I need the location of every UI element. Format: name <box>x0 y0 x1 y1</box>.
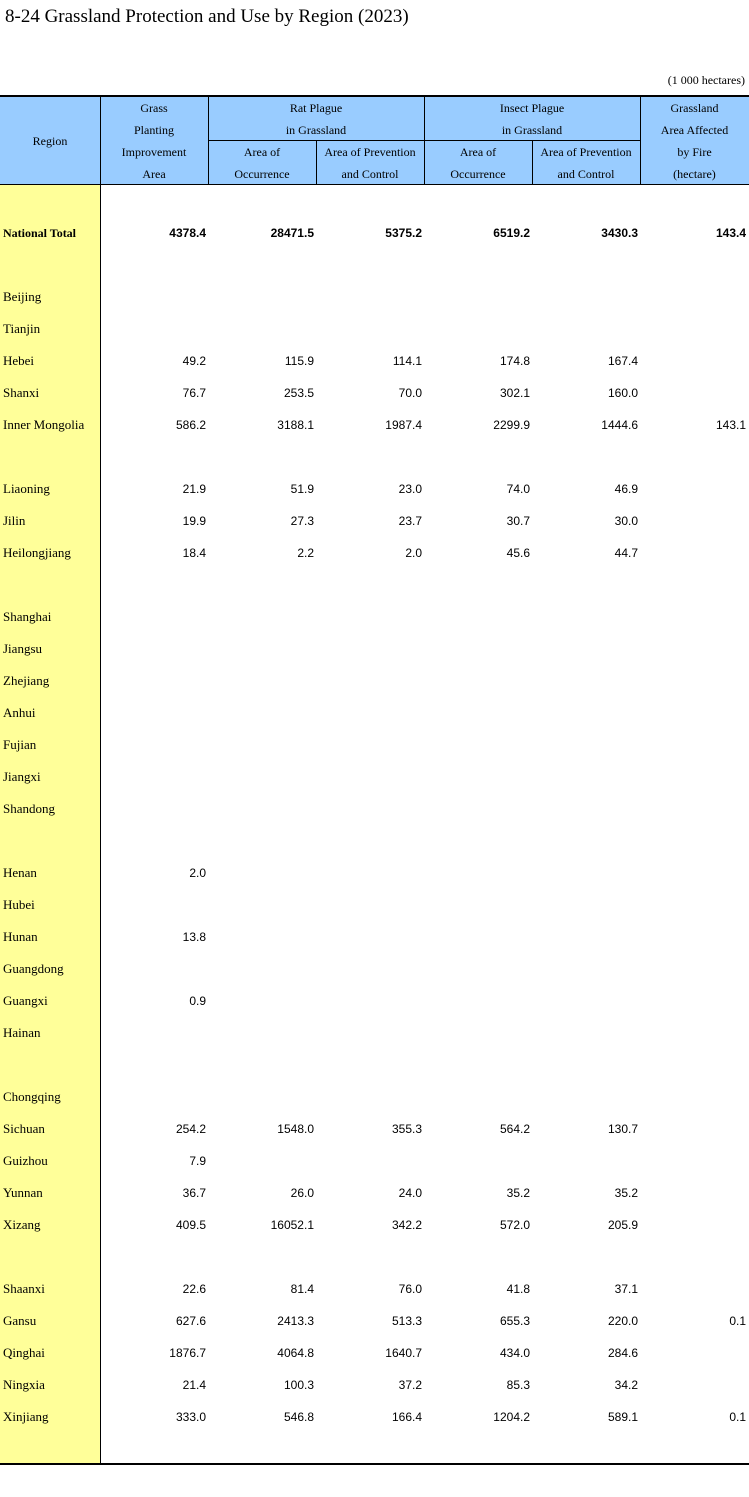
row-region-label: Guangdong <box>3 961 64 976</box>
cell-grass: 21.9 <box>182 482 206 496</box>
cell-ins-prev: 35.2 <box>614 1186 638 1200</box>
row-region-label: Jilin <box>3 513 26 528</box>
cell-ins-occ: 30.7 <box>506 514 530 528</box>
cell-rat-occ: 27.3 <box>290 514 314 528</box>
row-region-label: Hebei <box>3 353 35 368</box>
header-divider <box>100 97 101 185</box>
header-fire-line2: Area Affected <box>660 123 729 137</box>
row-region-label: Tianjin <box>3 321 41 336</box>
cell-ins-prev: 46.9 <box>614 482 638 496</box>
header-region: Region <box>32 134 68 148</box>
row-region-label: Qinghai <box>3 1345 45 1360</box>
cell-grass: 7.9 <box>189 1154 206 1168</box>
table-row <box>0 857 749 889</box>
table-row <box>0 409 749 441</box>
table-row <box>0 665 749 697</box>
cell-grass: 21.4 <box>182 1378 206 1392</box>
table-row <box>0 1305 749 1337</box>
table-row <box>0 985 749 1017</box>
header-fire-line4: (hectare) <box>673 167 716 181</box>
table-row <box>0 473 749 505</box>
cell-ins-prev: 30.0 <box>614 514 638 528</box>
cell-fire: 143.4 <box>715 226 746 240</box>
row-region-label: Sichuan <box>3 1121 45 1136</box>
cell-fire: 0.1 <box>729 1314 746 1328</box>
row-region-label: Hubei <box>3 897 35 912</box>
row-region-label: Henan <box>3 865 37 880</box>
table-header <box>0 95 749 185</box>
header-rat-group <box>208 97 424 141</box>
cell-rat-occ: 4064.8 <box>277 1346 314 1360</box>
row-region-label: Guizhou <box>3 1153 48 1168</box>
cell-fire: 0.1 <box>729 1410 746 1424</box>
table-row <box>0 697 749 729</box>
row-region-label: Jiangxi <box>3 769 41 784</box>
table-row <box>0 921 749 953</box>
table-row <box>0 377 749 409</box>
table-row <box>0 793 749 825</box>
table-row <box>0 1017 749 1049</box>
cell-rat-occ: 3188.1 <box>277 418 314 432</box>
cell-ins-prev: 130.7 <box>607 1122 638 1136</box>
cell-grass: 1876.7 <box>169 1346 206 1360</box>
header-fire <box>640 97 749 185</box>
cell-ins-occ: 655.3 <box>499 1314 530 1328</box>
cell-ins-prev: 3430.3 <box>601 226 638 240</box>
header-grass-line4: Area <box>142 167 166 181</box>
cell-grass: 22.6 <box>182 1282 206 1296</box>
cell-ins-prev: 220.0 <box>607 1314 638 1328</box>
cell-rat-prev: 76.0 <box>398 1282 422 1296</box>
header-divider <box>316 141 317 185</box>
cell-grass: 49.2 <box>182 354 206 368</box>
header-rat-occ-line2: Occurrence <box>234 167 290 181</box>
cell-ins-occ: 85.3 <box>506 1378 530 1392</box>
cell-grass: 36.7 <box>182 1186 206 1200</box>
table-row <box>0 1337 749 1369</box>
table-row-total <box>0 217 749 249</box>
cell-rat-prev: 166.4 <box>391 1410 422 1424</box>
row-region-label: Gansu <box>3 1313 37 1328</box>
table-row <box>0 761 749 793</box>
table-row <box>0 281 749 313</box>
table-row <box>0 537 749 569</box>
row-region-label: Hunan <box>3 929 38 944</box>
table-row <box>0 1401 749 1433</box>
cell-grass: 2.0 <box>189 866 206 880</box>
header-divider <box>532 141 533 185</box>
header-ins-occ-line1: Area of <box>459 145 497 159</box>
row-region-label: Beijing <box>3 289 42 304</box>
row-region-label: Shanxi <box>3 385 40 400</box>
table-row <box>0 313 749 345</box>
header-ins-prev-line1: Area of Prevention <box>540 145 632 159</box>
row-region-label: Xinjiang <box>3 1409 49 1424</box>
row-region-label: Zhejiang <box>3 673 50 688</box>
header-grass-line2: Planting <box>133 123 174 137</box>
table-row <box>0 601 749 633</box>
unit-label: (1 000 hectares) <box>667 73 745 87</box>
header-rat-occurrence <box>208 141 316 185</box>
header-insect-group <box>424 97 640 141</box>
header-ins-prev-line2: and Control <box>557 167 615 181</box>
cell-grass: 13.8 <box>182 930 206 944</box>
header-insect-occurrence <box>424 141 532 185</box>
cell-grass: 4378.4 <box>169 226 206 240</box>
cell-rat-prev: 342.2 <box>391 1218 422 1232</box>
header-rat-occ-line1: Area of <box>243 145 281 159</box>
header-insect-prevention <box>532 141 640 185</box>
header-rat-prevention <box>316 141 424 185</box>
cell-rat-occ: 81.4 <box>290 1282 314 1296</box>
cell-ins-occ: 302.1 <box>499 386 530 400</box>
header-rat-prev-line1: Area of Prevention <box>324 145 416 159</box>
cell-ins-prev: 37.1 <box>614 1282 638 1296</box>
cell-rat-prev: 1987.4 <box>385 418 422 432</box>
cell-rat-occ: 2413.3 <box>277 1314 314 1328</box>
table-row <box>0 1369 749 1401</box>
cell-grass: 254.2 <box>175 1122 206 1136</box>
cell-rat-occ: 1548.0 <box>277 1122 314 1136</box>
cell-grass: 76.7 <box>182 386 206 400</box>
cell-rat-prev: 2.0 <box>405 546 422 560</box>
cell-ins-occ: 564.2 <box>499 1122 530 1136</box>
cell-ins-prev: 167.4 <box>607 354 638 368</box>
cell-ins-occ: 174.8 <box>499 354 530 368</box>
row-region-label: Shandong <box>3 801 55 816</box>
row-region-label: Yunnan <box>3 1185 43 1200</box>
header-rat-prev-line2: and Control <box>341 167 399 181</box>
header-insect-line2: in Grassland <box>501 123 563 137</box>
row-region-label: Guangxi <box>3 993 48 1008</box>
cell-ins-occ: 2299.9 <box>493 418 530 432</box>
header-fire-line3: by Fire <box>677 145 712 159</box>
cell-rat-prev: 23.7 <box>398 514 422 528</box>
cell-rat-prev: 1640.7 <box>385 1346 422 1360</box>
row-region-label: National Total <box>3 226 77 240</box>
cell-ins-prev: 160.0 <box>607 386 638 400</box>
row-region-label: Heilongjiang <box>3 545 71 560</box>
cell-ins-occ: 74.0 <box>506 482 530 496</box>
cell-ins-occ: 35.2 <box>506 1186 530 1200</box>
cell-grass: 409.5 <box>175 1218 206 1232</box>
row-region-label: Inner Mongolia <box>3 417 85 432</box>
header-divider <box>640 97 641 185</box>
cell-ins-prev: 205.9 <box>607 1218 638 1232</box>
cell-rat-prev: 513.3 <box>391 1314 422 1328</box>
cell-rat-occ: 51.9 <box>290 482 314 496</box>
cell-grass: 586.2 <box>175 418 206 432</box>
cell-rat-occ: 115.9 <box>284 354 314 368</box>
row-region-label: Shanghai <box>3 609 52 624</box>
cell-ins-prev: 284.6 <box>607 1346 638 1360</box>
page-title: 8-24 Grassland Protection and Use by Region (2023) <box>5 6 409 27</box>
table-row <box>0 889 749 921</box>
cell-ins-prev: 1444.6 <box>601 418 638 432</box>
cell-grass: 627.6 <box>175 1314 206 1328</box>
header-grass <box>100 97 208 185</box>
cell-rat-prev: 24.0 <box>398 1186 422 1200</box>
cell-rat-occ: 26.0 <box>290 1186 314 1200</box>
header-divider <box>424 97 425 185</box>
cell-rat-occ: 28471.5 <box>270 226 314 240</box>
row-region-label: Liaoning <box>3 481 50 496</box>
cell-grass: 0.9 <box>189 994 206 1008</box>
cell-rat-prev: 23.0 <box>398 482 422 496</box>
row-region-label: Shaanxi <box>3 1281 45 1296</box>
header-ins-occ-line2: Occurrence <box>450 167 506 181</box>
table-row <box>0 505 749 537</box>
table-row <box>0 1145 749 1177</box>
table-row <box>0 1081 749 1113</box>
cell-ins-occ: 6519.2 <box>493 226 530 240</box>
cell-rat-prev: 37.2 <box>398 1378 422 1392</box>
cell-rat-occ: 2.2 <box>297 546 314 560</box>
header-fire-line1: Grassland <box>670 101 719 115</box>
row-region-label: Hainan <box>3 1025 41 1040</box>
cell-ins-prev: 34.2 <box>614 1378 638 1392</box>
cell-ins-prev: 44.7 <box>614 546 638 560</box>
cell-ins-occ: 45.6 <box>506 546 530 560</box>
table-row <box>0 1273 749 1305</box>
cell-rat-occ: 16052.1 <box>270 1218 314 1232</box>
table-row <box>0 1113 749 1145</box>
row-region-label: Anhui <box>3 705 36 720</box>
cell-fire: 143.1 <box>715 418 746 432</box>
table-row <box>0 953 749 985</box>
row-region-label: Jiangsu <box>3 641 42 656</box>
cell-rat-occ: 100.3 <box>283 1378 314 1392</box>
table-row <box>0 729 749 761</box>
cell-rat-prev: 70.0 <box>398 386 422 400</box>
cell-ins-occ: 572.0 <box>499 1218 530 1232</box>
header-rat-line2: in Grassland <box>285 123 347 137</box>
header-grass-line1: Grass <box>140 101 168 115</box>
row-region-label: Chongqing <box>3 1089 61 1104</box>
row-region-label: Ningxia <box>3 1377 45 1392</box>
cell-ins-prev: 589.1 <box>607 1410 638 1424</box>
table-row <box>0 633 749 665</box>
table-bottom-rule <box>0 1463 749 1465</box>
row-region-label: Fujian <box>3 737 37 752</box>
table-row <box>0 345 749 377</box>
table-row <box>0 1209 749 1241</box>
table-row <box>0 1177 749 1209</box>
cell-rat-occ: 253.5 <box>283 386 314 400</box>
cell-ins-occ: 434.0 <box>499 1346 530 1360</box>
header-insect-line1: Insect Plague <box>499 101 565 115</box>
cell-grass: 19.9 <box>182 514 206 528</box>
cell-rat-prev: 5375.2 <box>385 226 422 240</box>
cell-rat-occ: 546.8 <box>283 1410 314 1424</box>
header-rat-line1: Rat Plague <box>289 101 343 115</box>
cell-grass: 333.0 <box>175 1410 206 1424</box>
cell-rat-prev: 355.3 <box>391 1122 422 1136</box>
cell-rat-prev: 114.1 <box>392 354 422 368</box>
cell-grass: 18.4 <box>182 546 206 560</box>
header-subrule <box>208 140 640 141</box>
row-region-label: Xizang <box>3 1217 41 1232</box>
cell-ins-occ: 1204.2 <box>493 1410 530 1424</box>
header-grass-line3: Improvement <box>121 145 187 159</box>
header-divider <box>208 97 209 185</box>
cell-ins-occ: 41.8 <box>506 1282 530 1296</box>
